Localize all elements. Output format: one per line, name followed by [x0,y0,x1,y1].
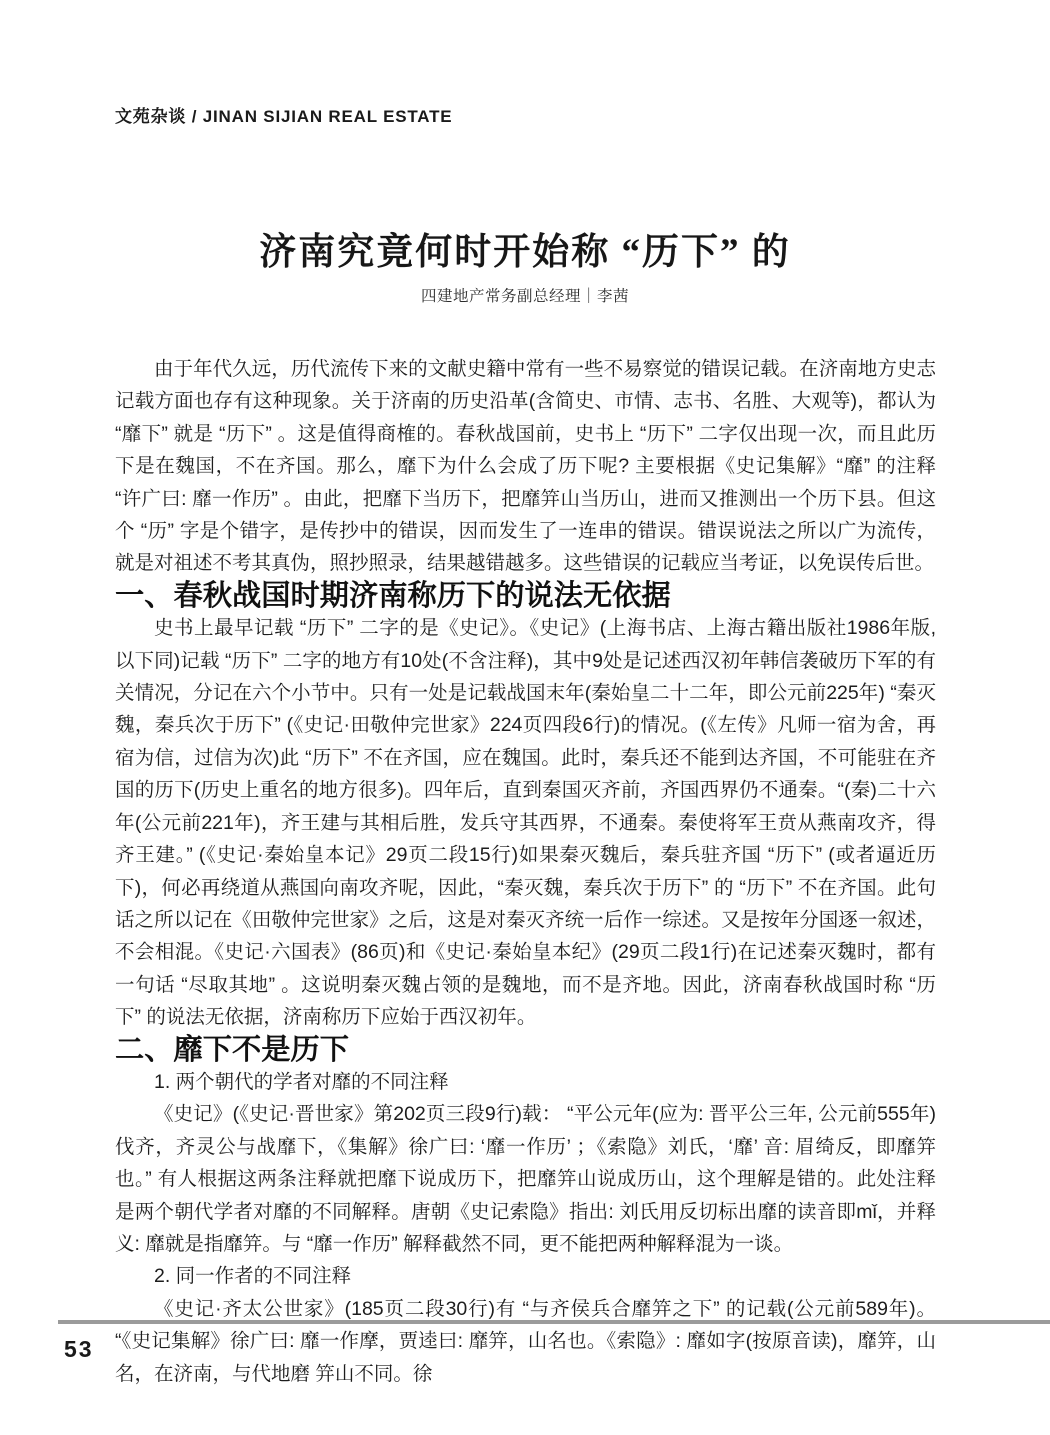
article-byline: 四建地产常务副总经理｜李茜 [420,288,629,305]
paragraph-intro: 由于年代久远，历代流传下来的文献史籍中常有一些不易察觉的错误记载。在济南地方史志记载方面也存有这种现象。关于济南的历史沿革(含简史、市情、志书、名胜、大观等)，都认为 “靡下” 就是 “历下” 。这是值得商榷的。春秋战国前，史书上 “历下” 二字仅出现一次，而且此历下是在魏国，不在齐国。那么，靡下为什么会成了历下呢? 主要根据《史记集解》“靡” 的注释 “许广曰: 靡一作历” 。由此，把靡下当历下，把靡笄山当历山，进而又推测出一个历下县。但这个 “历” 字是个错字，是传抄中的错误，因而发生了一连串的错误。错误说法之所以广为流传，就是对祖述不考其真伪，照抄照录，结果越错越多。这些错误的记载应当考证，以免误传后世。 [115,358,936,575]
subheading-2-2: 2. 同一作者的不同注释 [154,1265,352,1288]
paragraph-section-2-1: 《史记》(《史记·晋世家》第202页三段9行)载： “平公元年(应为: 晋平公三年, 公元前555年)伐齐，齐灵公与战靡下，《集解》徐广曰: ‘靡一作历’ ；《索隐》刘氏，‘靡’ 音: 眉绮反，即靡笄也。” 有人根据这两条注释就把靡下说成历下，把靡笄山说成历山，这个理解是错的。此处注释是两个朝代学者对靡的不同解释。唐朝《史记索隐》指出: 刘氏用反切标出靡的读音即mǐ，并释义: 靡就是指靡笄。与 “靡一作历” 解释截然不同，更不能把两种解释混为一谈。 [115,1103,936,1255]
page-number: 53 [64,1336,94,1362]
article-title: 济南究竟何时开始称 “历下” 的 [259,232,791,273]
section-heading-1: 一、春秋战国时期济南称历下的说法无依据 [115,579,671,612]
paragraph-section-1: 史书上最早记载 “历下” 二字的是《史记》。《史记》(上海书店、上海古籍出版社1986年版, 以下同)记载 “历下” 二字的地方有10处(不含注释)，其中9处是记述西汉初年韩信袭破历下军的有关情况，分记在六个小节中。只有一处是记载战国末年(秦始皇二十二年，即公元前225年) “秦灭魏，秦兵次于历下” (《史记·田敬仲完世家》224页四段6行)的情况。(《左传》凡师一宿为舍，再宿为信，过信为次)此 “历下” 不在齐国，应在魏国。此时，秦兵还不能到达齐国，不可能驻在齐国的历下(历史上重名的地方很多)。四年后，直到秦国灭齐前，齐国西界仍不通秦。“(秦)二十六年(公元前221年)，齐王建与其相后胜，发兵守其西界，不通秦。秦使将军王贲从燕南攻齐，得齐王建。” (《史记·秦始皇本记》29页二段15行)如果秦灭魏后，秦兵驻齐国 “历下” (或者逼近历下)，何必再绕道从燕国向南攻齐呢，因此，“秦灭魏，秦兵次于历下” 的 “历下” 不在齐国。此句话之所以记在《田敬仲完世家》之后，这是对秦灭齐统一后作一综述。又是按年分国逐一叙述，不会相混。《史记·六国表》(86页)和《史记·秦始皇本纪》(29页二段1行)在记述秦灭魏时，都有一句话 “尽取其地” 。这说明秦灭魏占领的是魏地，而不是齐地。因此，济南春秋战国时称 “历下” 的说法无依据，济南称历下应始于西汉初年。 [115,617,936,1029]
section-kicker: 文苑杂谈 / JINAN SIJIAN REAL ESTATE [115,107,453,126]
footer-divider [58,1320,1050,1324]
paragraph-section-2-2: 《史记·齐太公世家》(185页二段30行)有 “与齐侯兵合靡笄之下” 的记载(公元前589年)。“《史记集解》徐广曰: 靡一作摩，贾逵曰: 靡笄，山名也。《索隐》: 靡如字(按原音读)，靡笄，山名，在济南，与代地磨 笄山不同。徐 [115,1297,936,1385]
article-body [115,353,936,1390]
section-heading-2: 二、靡下不是历下 [115,1033,349,1066]
subheading-2-1: 1. 两个朝代的学者对靡的不同注释 [154,1070,449,1093]
